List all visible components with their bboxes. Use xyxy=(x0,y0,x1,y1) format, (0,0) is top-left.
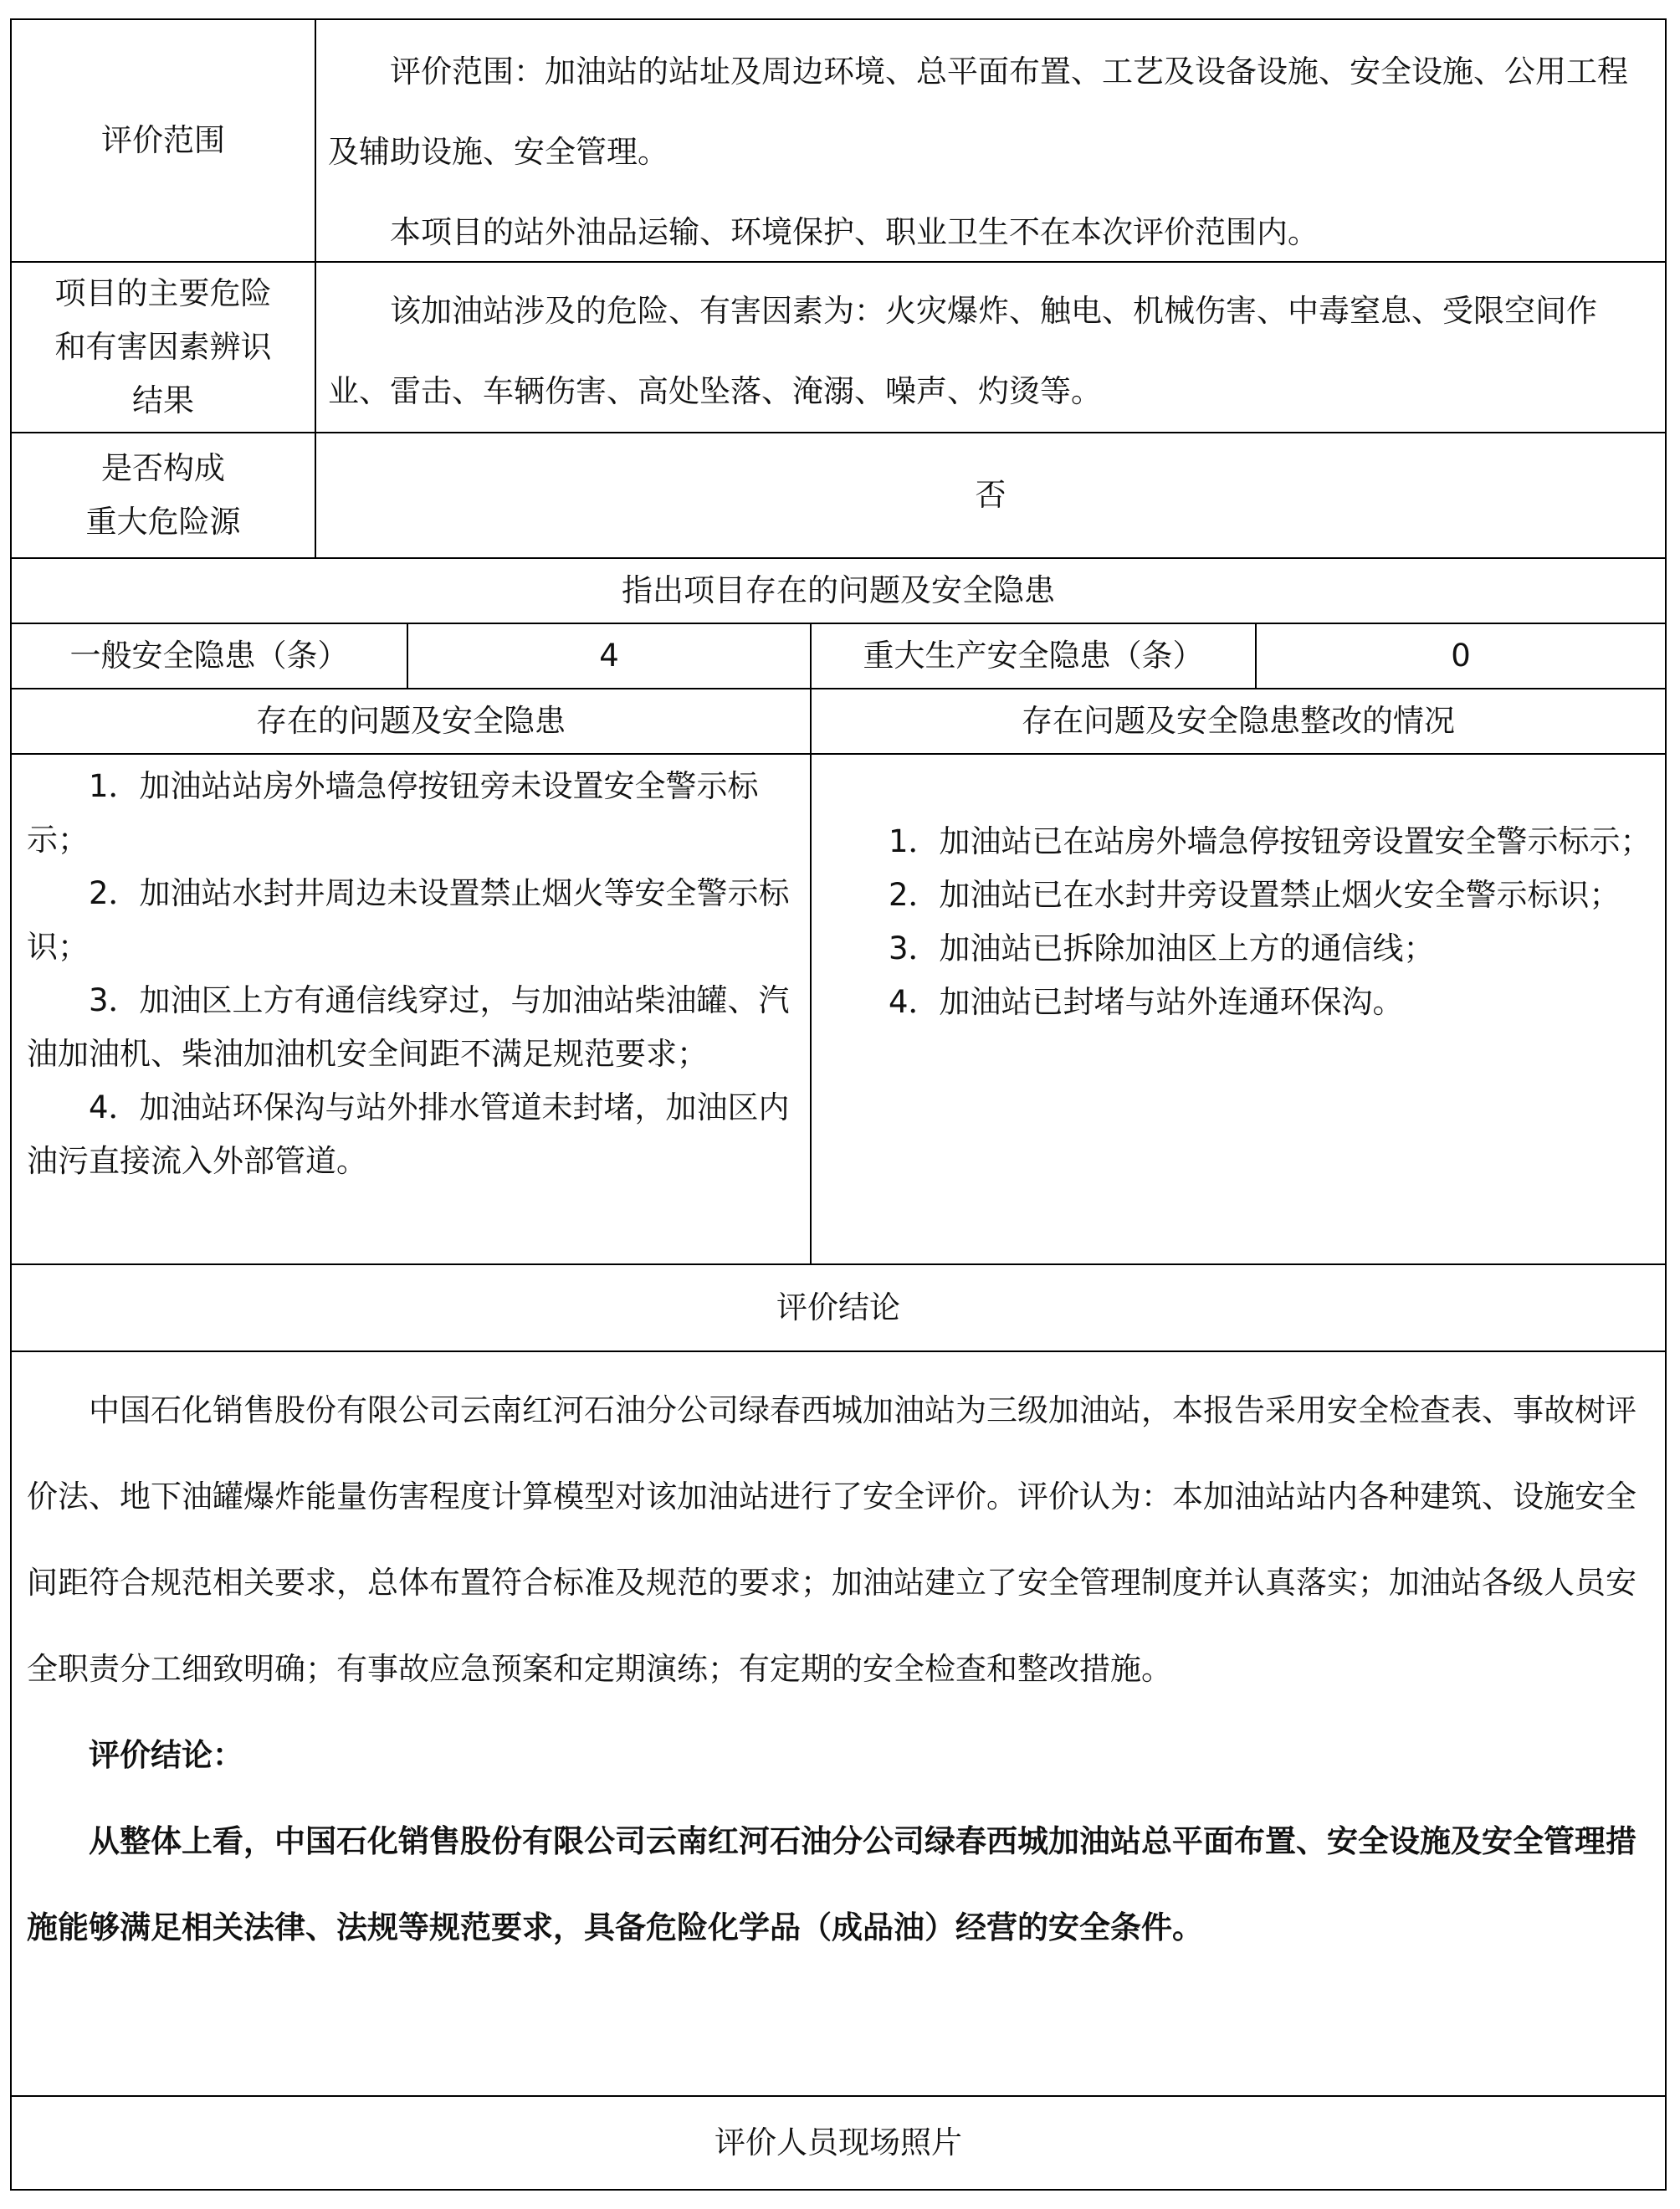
rectifications-column-header-text: 存在问题及安全隐患整改的情况 xyxy=(1022,703,1455,739)
rectifications-column-header xyxy=(812,689,1665,753)
conclusion-body: 中国石化销售股份有限公司云南红河石油分公司绿春西城加油站为三级加油站，本报告采用安全检查表、事故树评价法、地下油罐爆炸能量伤害程度计算模型对该加油站进行了安全评价。评价认为：本加油站站内各种建筑、设施安全间距符合规范相关要求，总体布置符合标准及规范的要求；加油站建立了安全管理制度并认真落实；加油站各级人员安全职责分工细致明确；有事故应急预案和定期演练；有定期的安全检查和整改措施。 xyxy=(27,1392,1636,1687)
table-border-right xyxy=(1665,18,1667,2191)
hazards-label-line: 结果 xyxy=(132,382,194,418)
hazards-label-line: 项目的主要危险 xyxy=(54,275,272,311)
general-hazard-count-value-text: 4 xyxy=(599,638,619,674)
scope-label xyxy=(12,20,315,261)
problem-item: 3．加油区上方有通信线穿过，与加油站柴油罐、汽油加油机、柴油加油机安全间距不满足规范要求； xyxy=(27,982,790,1072)
major-hazard-label xyxy=(12,433,315,557)
conclusion-subheading: 评价结论： xyxy=(89,1737,243,1773)
hazards-text: 该加油站涉及的危险、有害因素为：火灾爆炸、触电、机械伤害、中毒窒息、受限空间作业、雷击、车辆伤害、高处坠落、淹溺、噪声、灼烫等。 xyxy=(328,293,1597,409)
major-hazard-count-value xyxy=(1257,624,1665,688)
rectification-item: 2．加油站已在水封井旁设置禁止烟火安全警示标识； xyxy=(889,877,1621,913)
major-hazard-count-label-text: 重大生产安全隐患（条） xyxy=(863,638,1204,674)
rectifications-list xyxy=(827,815,1655,1029)
major-hazard-value-text: 否 xyxy=(975,477,1006,513)
general-hazard-count-value xyxy=(408,624,810,688)
site-photos-header xyxy=(12,2097,1665,2189)
hazards-label xyxy=(12,263,315,432)
hazards-content xyxy=(328,271,1653,432)
issues-header xyxy=(12,559,1665,623)
major-hazard-value xyxy=(316,433,1665,557)
conclusion-header-text: 评价结论 xyxy=(776,1289,900,1325)
general-hazard-count-label-text: 一般安全隐患（条） xyxy=(69,638,349,674)
conclusion-content xyxy=(27,1367,1655,1971)
scope-content xyxy=(328,32,1653,273)
rectification-item: 4．加油站已封堵与站外连通环保沟。 xyxy=(889,984,1404,1020)
row-divider xyxy=(10,1351,1667,1352)
problem-item: 4．加油站环保沟与站外排水管道未封堵，加油区内油污直接流入外部管道。 xyxy=(27,1089,790,1179)
major-hazard-label-line: 重大危险源 xyxy=(85,504,241,540)
rectification-item: 1．加油站已在站房外墙急停按钮旁设置安全警示标示； xyxy=(889,823,1652,859)
hazards-label-line: 和有害因素辨识 xyxy=(54,329,272,365)
major-hazard-count-value-text: 0 xyxy=(1451,638,1471,674)
problems-column-header-text: 存在的问题及安全隐患 xyxy=(256,703,566,739)
scope-exclusion-paragraph: 本项目的站外油品运输、环境保护、职业卫生不在本次评价范围内。 xyxy=(390,214,1319,250)
scope-label-text: 评价范围 xyxy=(101,122,225,158)
conclusion-header xyxy=(12,1265,1665,1351)
problem-item: 2．加油站水封井周边未设置禁止烟火等安全警示标识； xyxy=(27,875,790,965)
problem-item: 1．加油站站房外墙急停按钮旁未设置安全警示标示； xyxy=(27,768,759,858)
problems-column-header xyxy=(12,689,810,753)
site-photos-header-text: 评价人员现场照片 xyxy=(715,2124,962,2160)
problems-list xyxy=(27,760,800,1188)
table-border-bottom xyxy=(10,2189,1667,2191)
report-table xyxy=(10,18,1667,2209)
conclusion-final-statement: 从整体上看，中国石化销售股份有限公司云南红河石油分公司绿春西城加油站总平面布置、安全设施及安全管理措施能够满足相关法律、法规等规范要求，具备危险化学品（成品油）经营的安全条件。 xyxy=(27,1823,1636,1945)
issues-header-text: 指出项目存在的问题及安全隐患 xyxy=(622,572,1055,608)
major-hazard-count-label xyxy=(812,624,1255,688)
scope-paragraph: 评价范围：加油站的站址及周边环境、总平面布置、工艺及设备设施、安全设施、公用工程及辅助设施、安全管理。 xyxy=(328,54,1628,170)
general-hazard-count-label xyxy=(12,624,407,688)
row-divider xyxy=(10,753,1667,755)
rectification-item: 3．加油站已拆除加油区上方的通信线； xyxy=(889,930,1435,966)
major-hazard-label-line: 是否构成 xyxy=(101,450,225,486)
